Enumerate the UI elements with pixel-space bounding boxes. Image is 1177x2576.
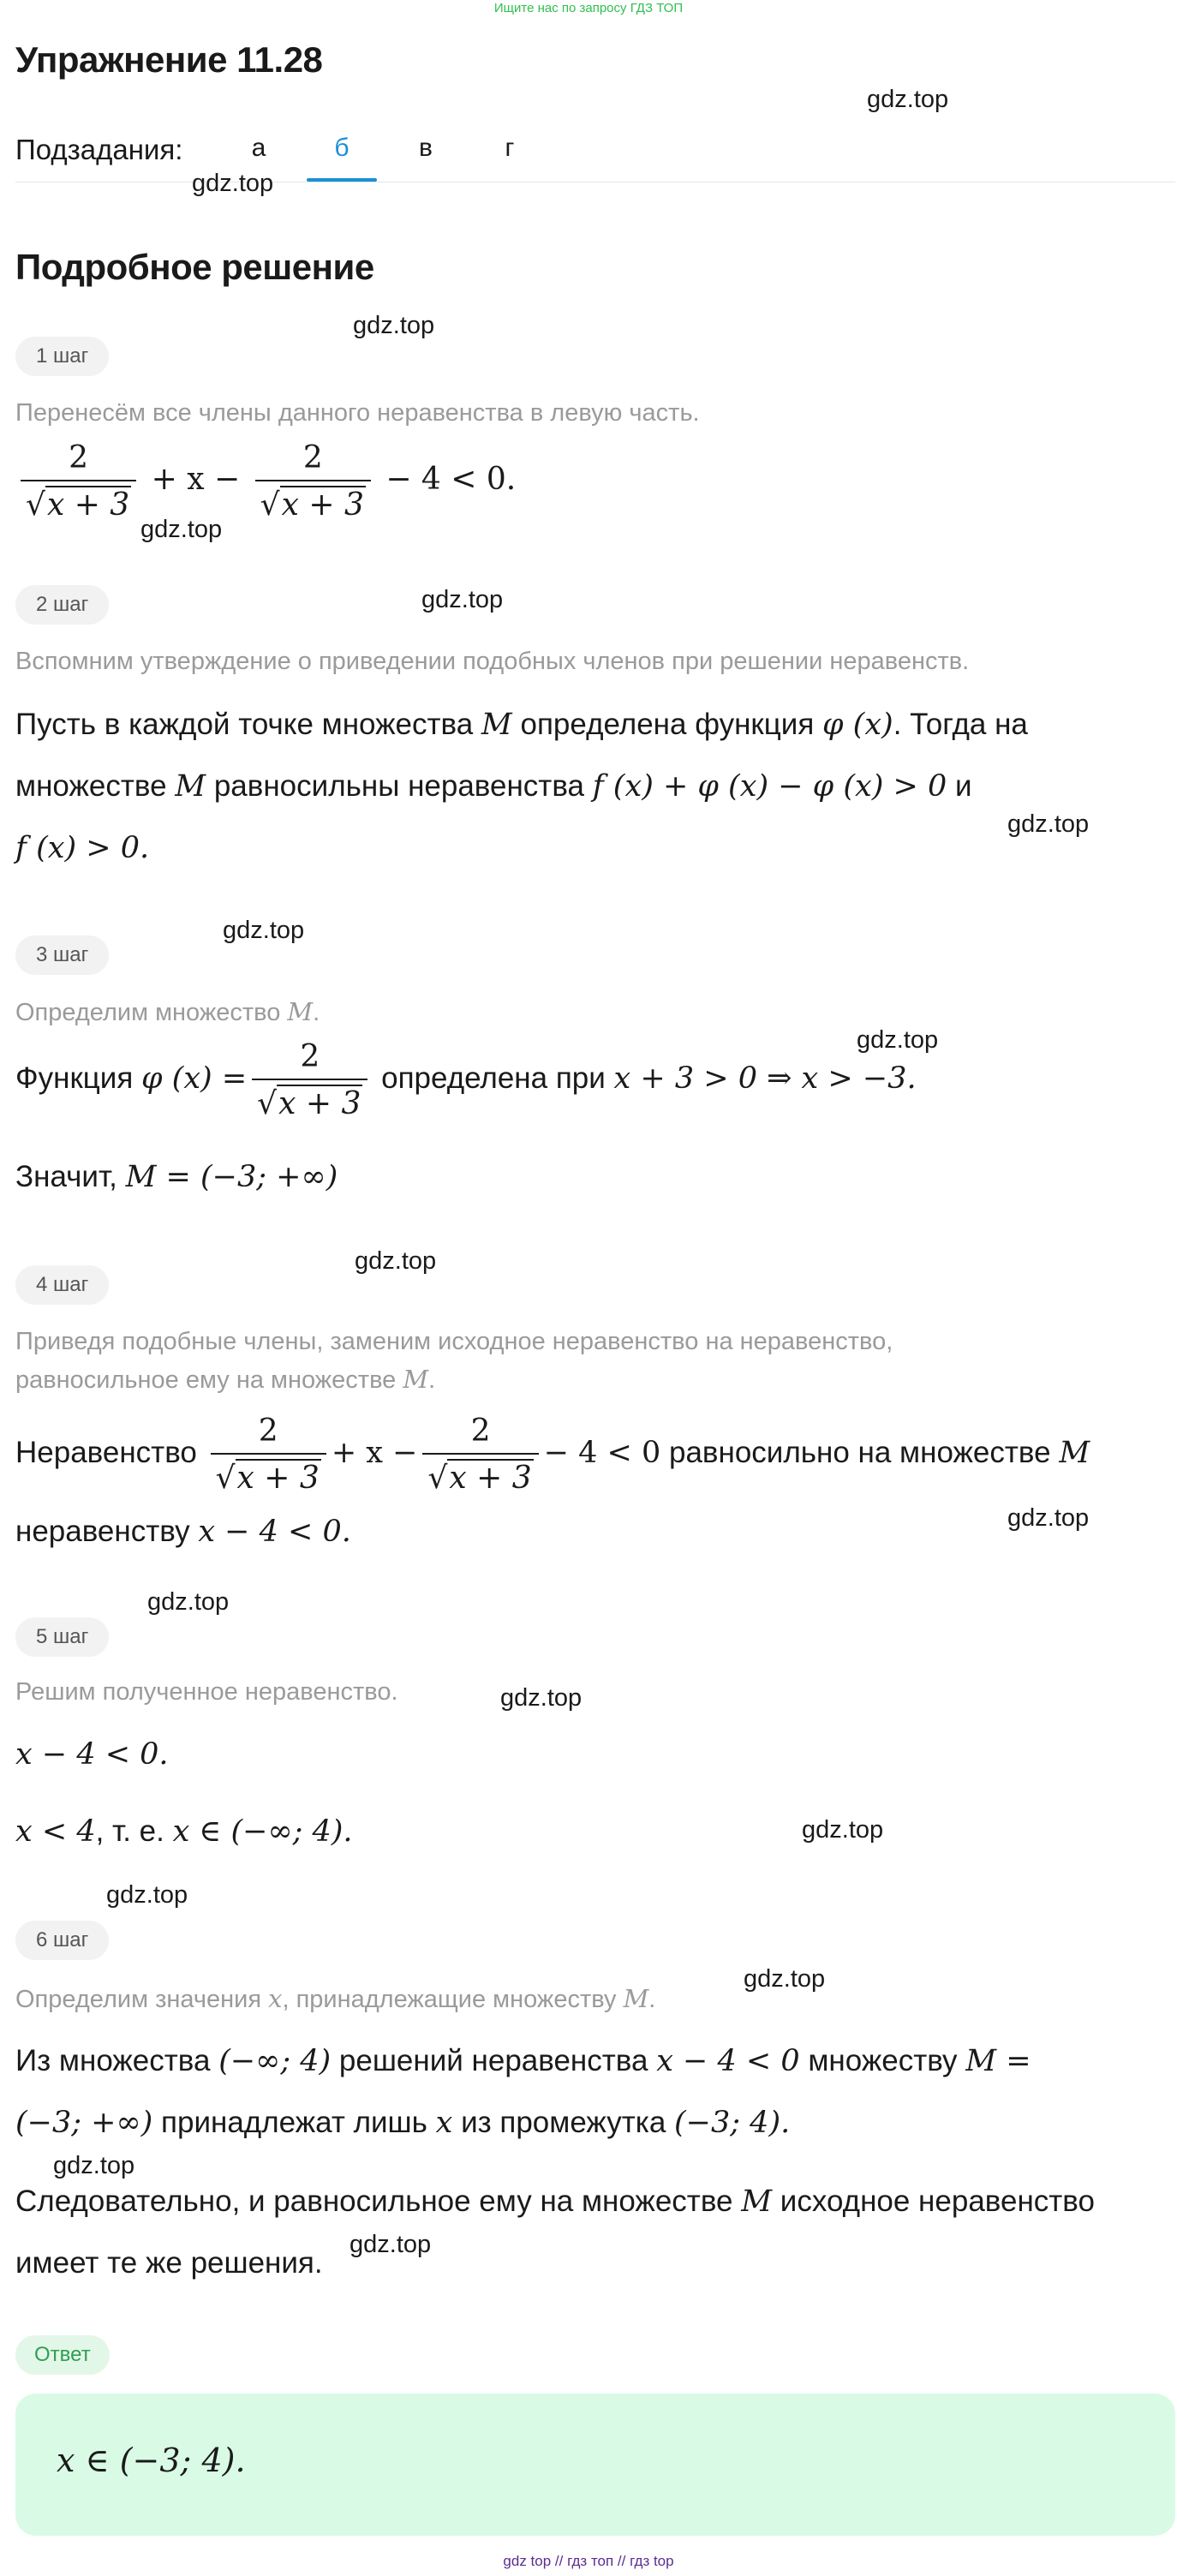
tab-a[interactable]: а [251, 134, 266, 162]
watermark: gdz.top [500, 1684, 583, 1712]
watermark: gdz.top [1007, 1504, 1090, 1532]
step-2-hint: Вспомним утверждение о приведении подобных членов при решении неравенств. [15, 648, 970, 675]
step-6-line-4: имеет те же решения. [15, 2246, 323, 2280]
watermark: gdz.top [802, 1816, 884, 1844]
watermark: gdz.top [867, 86, 949, 113]
fraction: $\frac{2}{√x + 3}$ [211, 1410, 326, 1499]
step-badge-5: 5 шаг [15, 1617, 109, 1657]
step-5-line-1: x − 4 < 0. [15, 1737, 169, 1772]
watermark: gdz.top [223, 917, 305, 944]
step-6-line-1: Из множества (−∞; 4) решений неравенства x − 4 < 0 множеству M = [15, 2044, 1031, 2078]
step-1-inequality: $\frac{2}{√x + 3}$ + x − $\frac{2}{√x + 3}$ − 4 < 0. [15, 437, 516, 526]
step-4-hint-line-1: Приведя подобные члены, заменим исходное неравенство на неравенство, [15, 1328, 893, 1355]
step-2-line-3: f (x) > 0. [15, 831, 150, 865]
step-badge-4: 4 шаг [15, 1265, 109, 1305]
step-6-line-3: Следовательно, и равносильное ему на множестве M исходное неравенство [15, 2185, 1095, 2219]
solution-title: Подробное решение [15, 247, 374, 287]
step-badge-3: 3 шаг [15, 935, 109, 975]
step-4-line-2: неравенству x − 4 < 0. [15, 1515, 351, 1549]
step-badge-2: 2 шаг [15, 585, 109, 625]
step-1-hint: Перенесём все члены данного неравенства в левую часть. [15, 399, 700, 427]
step-badge-1: 1 шаг [15, 337, 109, 376]
fraction: $\frac{2}{√x + 3}$ [422, 1410, 538, 1499]
watermark: gdz.top [1007, 810, 1090, 838]
watermark: gdz.top [53, 2152, 135, 2179]
page-title: Упражнение 11.28 [15, 39, 323, 80]
watermark: gdz.top [744, 1965, 826, 1993]
fraction: $\frac{2}{√x + 3}$ [252, 1036, 367, 1125]
step-4-hint-line-2: равносильное ему на множестве M. [15, 1365, 436, 1394]
fraction: $\frac{2}{√x + 3}$ [255, 437, 371, 526]
step-5-line-2: x < 4, т. е. x ∈ (−∞; 4). [15, 1814, 353, 1849]
watermark: gdz.top [355, 1247, 437, 1275]
tab-g[interactable]: г [505, 134, 515, 162]
step-5-hint: Решим полученное неравенство. [15, 1678, 398, 1706]
watermark: gdz.top [857, 1026, 939, 1054]
step-2-line-1: Пусть в каждой точке множества M определена функция φ (x). Тогда на [15, 708, 1028, 742]
fraction: $\frac{2}{√x + 3}$ [21, 437, 136, 526]
watermark: gdz.top [106, 1881, 188, 1909]
watermark: gdz.top [353, 312, 435, 339]
watermark: gdz.top [192, 170, 274, 197]
step-3-line-1: Функция φ (x) = $\frac{2}{√x + 3}$ определена при x + 3 > 0 ⇒ x > −3. [15, 1031, 917, 1126]
step-3-line-2: Значит, M = (−3; +∞) [15, 1160, 338, 1194]
step-3-hint: Определим множество M. [15, 997, 320, 1026]
watermark: gdz.top [147, 1588, 230, 1616]
step-4-line-1: Неравенство $\frac{2}{√x + 3}$ + x − $\frac{2}{√x + 3}$ − 4 < 0 равносильно на множестве M [15, 1405, 1090, 1501]
tab-b-active[interactable]: б [334, 134, 350, 162]
watermark: gdz.top [421, 586, 504, 613]
step-6-line-2: (−3; +∞) принадлежат лишь x из промежутка (−3; 4). [15, 2106, 791, 2140]
watermark: gdz.top [350, 2231, 432, 2258]
tab-v[interactable]: в [419, 134, 433, 162]
answer-text: x ∈ (−3; 4). [57, 2442, 246, 2479]
watermark: gdz.top [140, 516, 223, 543]
step-badge-6: 6 шаг [15, 1921, 109, 1960]
answer-badge: Ответ [15, 2335, 110, 2375]
search-banner: Ищите нас по запросу ГДЗ ТОП [493, 1, 684, 15]
subtasks-label: Подзадания: [15, 134, 183, 165]
step-6-hint: Определим значения x, принадлежащие множеству M. [15, 1984, 656, 2013]
step-2-line-2: множестве M равносильны неравенства f (x) + φ (x) − φ (x) > 0 и [15, 769, 972, 804]
footer-links[interactable]: gdz top // гдз топ // гдз top [503, 2553, 674, 2569]
